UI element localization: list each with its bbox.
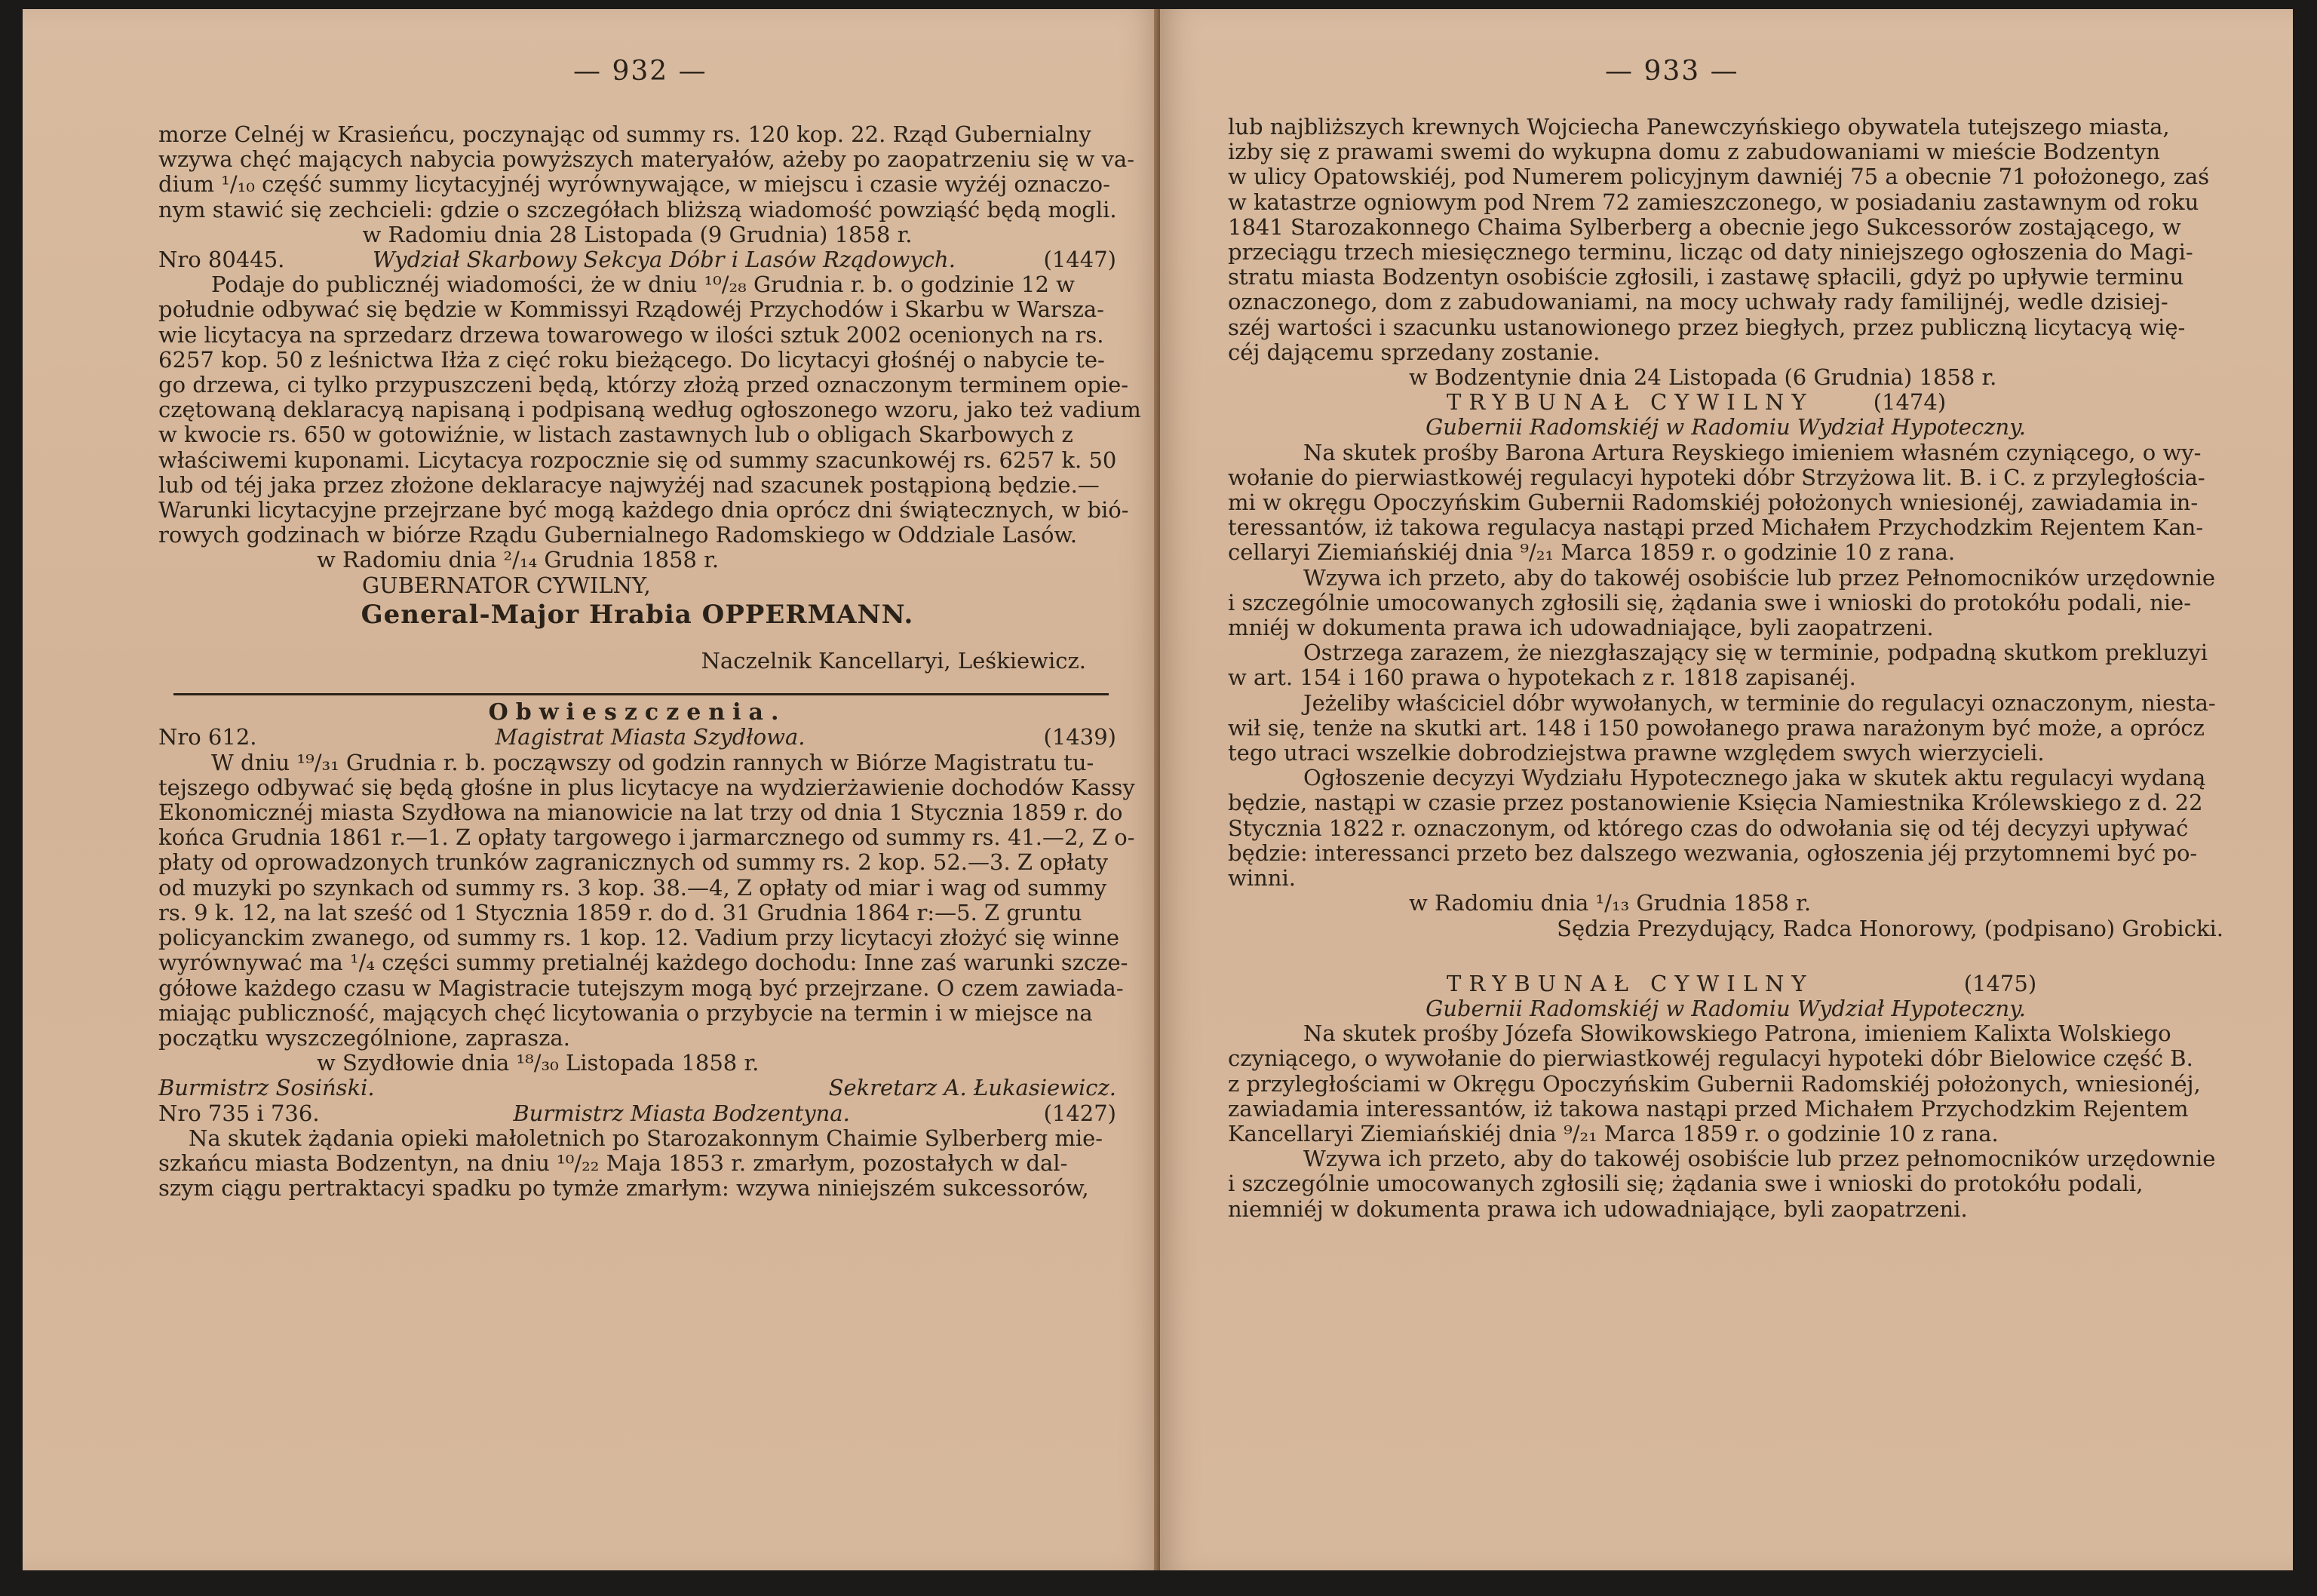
text-line: policyanckim zwanego, od summy rs. 1 kop. 12. Vadium przy licytacyi złożyć się winne	[158, 925, 1120, 951]
text-line: zawiadamia interessantów, iż takowa nastąpi przed Michałem Przychodzkim Rejentem	[1228, 1095, 2189, 1122]
text-line: płaty od oprowadzonych trunków zagranicznych od summy rs. 2 kop. 52.—3. Z opłaty	[158, 849, 1109, 876]
text-line: tejszego odbywać się będą głośne in plus licytacye na wydzierżawienie dochodów Kassy	[158, 774, 1135, 800]
text-line: i szczególnie umocowanych zgłosili się, żądania swe i wnioski do protokółu podali, nie-	[1228, 589, 2191, 615]
book-spread	[23, 9, 2293, 1570]
text-line: oznaczonego, dom z zabudowaniami, na mocy uchwały rady familijnéj, wedle dzisiej-	[1228, 289, 2168, 315]
text-line: morze Celnéj w Krasieńcu, poczynając od summy rs. 120 kop. 22. Rząd Gubernialny	[158, 121, 1091, 147]
notice-1474	[1228, 390, 2223, 941]
notice-code: (1447)	[1043, 247, 1116, 273]
text-line: Kancellaryi Ziemiańskiéj dnia ⁹/₂₁ Marca 1859 r. o godzinie 10 z rana.	[1228, 1120, 1999, 1146]
page-number: — 933 —	[1605, 56, 1739, 87]
text-line: miając publiczność, mających chęć licytowania o przybycie na termin i w miejsce na	[158, 999, 1093, 1026]
text-line: Ogłoszenie decyzyi Wydziału Hypotecznego jaka w skutek aktu regulacyi wydaną	[1303, 765, 2206, 791]
notice-number: Nro 735 i 736.	[158, 1100, 320, 1126]
notice-issuer: Burmistrz Miasta Bodzentyna.	[513, 1100, 850, 1126]
text-line: w kwocie rs. 650 w gotowiźnie, w listach zastawnych lub o obligach Skarbowych z	[158, 422, 1073, 448]
mayor-signature: Burmistrz Sosiński.	[158, 1075, 375, 1101]
notice-1447	[158, 247, 1141, 674]
section-banner: Obwieszczenia.	[488, 699, 787, 726]
text-line: przeciągu trzech miesięcznego terminu, licząc od daty niniejszego ogłoszenia do Magi-	[1228, 239, 2193, 265]
text-line: teressantów, iż takowa regulacya nastąpi przed Michałem Przychodzkim Rejentem Kan-	[1228, 514, 2204, 541]
text-line: rowych godzinach w biórze Rządu Gubernialnego Radomskiego w Oddziale Lasów.	[158, 522, 1078, 548]
dateline: w Radomiu dnia 28 Listopada (9 Grudnia) 1858 r.	[362, 221, 913, 247]
text-line: Wzywa ich przeto, aby do takowéj osobiście lub przez Pełnomocników urzędownie	[1303, 564, 2216, 591]
text-line: széj wartości i szacunku ustanowionego przez biegłych, przez publiczną licytacyą wię-	[1228, 314, 2186, 340]
notice-header	[1228, 390, 2223, 415]
dateline: w Szydłowie dnia ¹⁸/₃₀ Listopada 1858 r.	[317, 1050, 760, 1076]
text-line: i szczególnie umocowanych zgłosili się; żądania swe i wnioski do protokółu podali,	[1228, 1171, 2144, 1197]
notice-code: (1427)	[1043, 1100, 1116, 1126]
secretary-signature: Sekretarz A. Łukasiewicz.	[828, 1075, 1116, 1101]
text-line: czyniącego, o wywołanie do pierwiastkowéj regulacyi hypoteki dóbr Bielowice część B.	[1228, 1045, 2193, 1072]
text-line: go drzewa, ci tylko przypuszczeni będą, którzy złożą przed oznaczonym terminem opie-	[158, 372, 1129, 398]
text-line: końca Grudnia 1861 r.—1. Z opłaty targowego i jarmarcznego od summy rs. 41.—2, Z o-	[158, 824, 1135, 851]
text-line: z przyległościami w Okręgu Opoczyńskim Gubernii Radomskiéj położonych, wniesionéj,	[1228, 1070, 2201, 1097]
notice-header	[158, 1101, 1116, 1126]
notice-1439	[158, 724, 1135, 1101]
notice-1427	[158, 1101, 1116, 1202]
page-number: — 932 —	[573, 56, 707, 87]
text-line: Na skutek prośby Barona Artura Reyskiego imieniem własném czyniącego, o wy-	[1303, 439, 2202, 465]
text-line: cellaryi Ziemiańskiéj dnia ⁹/₂₁ Marca 1859 r. o godzinie 10 z rana.	[1228, 539, 1956, 566]
right-page	[1160, 9, 2293, 1570]
text-line: W dniu ¹⁹/₃₁ Grudnia r. b. począwszy od godzin rannych w Biórze Magistratu tu-	[211, 749, 1094, 775]
text-line: czętowaną deklaracyą napisaną i podpisaną według ogłoszonego wzoru, jako też vadium	[158, 397, 1141, 423]
text-line: w ulicy Opatowskiéj, pod Numerem policyjnym dawniéj 75 a obecnie 71 położonego, zaś	[1228, 164, 2210, 190]
right-column	[1228, 115, 2223, 1222]
official-title: GUBERNATOR CYWILNY,	[362, 572, 651, 598]
notice-header	[1228, 971, 2223, 996]
text-line: wyrównywać ma ¹/₄ części summy pretialnéj każdego dochodu: Inne zaś warunki szcze-	[158, 950, 1128, 976]
text-line: południe odbywać się będzie w Kommissyi Rządowéj Przychodów i Skarbu w Warsza-	[158, 296, 1104, 323]
signature: General-Major Hrabia OPPERMANN.	[361, 599, 914, 630]
signatures-row	[158, 1076, 1116, 1100]
text-line: niemniéj w dokumenta prawa ich udowadniające, byli zaopatrzeni.	[1228, 1195, 1968, 1222]
text-line: Warunki licytacyjne przejrzane być mogą każdego dnia oprócz dni świątecznych, w bió-	[158, 497, 1129, 523]
court-name: TRYBUNAŁ CYWILNY	[1447, 389, 1814, 416]
text-line: Wzywa ich przeto, aby do takowéj osobiście lub przez pełnomocników urzędownie	[1303, 1146, 2216, 1172]
text-line: rs. 9 k. 12, na lat sześć od 1 Stycznia 1859 r. do d. 31 Grudnia 1864 r:—5. Z gruntu	[158, 899, 1082, 925]
notice-number: Nro 612.	[158, 724, 257, 750]
left-column	[158, 121, 1141, 1202]
notice-issuer: Magistrat Miasta Szydłowa.	[495, 724, 806, 750]
text-line: lub od téj jaka przez złożone deklaracye najwyżéj nad szacunek postąpioną będzie.—	[158, 471, 1100, 498]
text-line: początku wyszczególnione, zaprasza.	[158, 1024, 570, 1051]
text-line: szkańcu miasta Bodzentyn, na dniu ¹⁰/₂₂ Maja 1853 r. zmarłym, pozostałych w dal-	[158, 1149, 1068, 1176]
text-line: dium ¹/₁₀ część summy licytacyjnéj wyrównywające, w miejscu i czasie wyżéj oznaczo-	[158, 171, 1110, 198]
text-line: będzie, nastąpi w czasie przez postanowienie Księcia Namiestnika Królewskiego z d. 22	[1228, 790, 2203, 816]
text-line: wzywa chęć mających nabycia powyższych materyałów, ażeby po zaopatrzeniu się w va-	[158, 146, 1135, 173]
court-name: TRYBUNAŁ CYWILNY	[1447, 970, 1814, 996]
text-line: mniéj w dokumenta prawa ich udowadniające, byli zaopatrzeni.	[1228, 615, 1934, 641]
text-line: stratu miasta Bodzentyn osobiście zgłosili, i zastawę spłacili, gdyż po upływie terminu	[1228, 264, 2184, 290]
text-line: gółowe każdego czasu w Magistracie tutejszym mogą być przejrzane. O czem zawiada-	[158, 974, 1124, 1001]
text-line: lub najbliższych krewnych Wojciecha Panewczyńskiego obywatela tutejszego miasta,	[1228, 114, 2170, 140]
text-line: w art. 154 i 160 prawa o hypotekach z r. 1818 zapisanéj.	[1228, 664, 1856, 691]
text-line: Ostrzega zarazem, że niezgłaszający się w terminie, podpadną skutkom prekluzyi	[1303, 640, 2208, 666]
notice-code: (1475)	[1963, 970, 2037, 996]
text-line: Podaje do publicznéj wiadomości, że w dniu ¹⁰/₂₈ Grudnia r. b. o godzinie 12 w	[211, 272, 1075, 298]
text-line: céj dającemu sprzedany zostanie.	[1228, 339, 1600, 365]
notice-header	[158, 247, 1116, 272]
text-line: tego utraci wszelkie dobrodziejstwa prawne względem swych wierzycieli.	[1228, 740, 2045, 766]
chancellery-signature: Naczelnik Kancellaryi, Leśkiewicz.	[701, 648, 1086, 674]
text-line: Jeżeliby właściciel dóbr wywołanych, w terminie do regulacyi oznaczonym, niesta-	[1303, 689, 2216, 716]
text-line: Stycznia 1822 r. oznaczonym, od którego czas do odwołania się od téj decyzyi upływać	[1228, 815, 2189, 841]
dateline: w Bodzentynie dnia 24 Listopada (6 Grudnia) 1858 r.	[1409, 364, 1997, 391]
court-department: Gubernii Radomskiéj w Radomiu Wydział Hypoteczny.	[1425, 995, 2026, 1021]
text-line: Ekonomicznéj miasta Szydłowa na mianowicie na lat trzy od dnia 1 Stycznia 1859 r. do	[158, 800, 1123, 826]
text-line: wołanie do pierwiastkowéj regulacyi hypoteki dóbr Strzyżowa lit. B. i C. z przyległościa-	[1228, 464, 2205, 490]
notice-code: (1439)	[1043, 724, 1116, 750]
text-line: będzie: interessanci przeto bez dalszego wezwania, ogłoszenia jéj przytomnemi być po-	[1228, 839, 2198, 866]
dateline: w Radomiu dnia ²/₁₄ Grudnia 1858 r.	[317, 547, 720, 573]
text-line: izby się z prawami swemi do wykupna domu z zabudowaniami w mieście Bodzentyn	[1228, 139, 2160, 165]
text-line: 6257 kop. 50 z leśnictwa Iłża z cięć roku bieżącego. Do licytacyi głośnéj o nabycie te-	[158, 346, 1105, 373]
notice-header	[158, 725, 1116, 750]
text-line: właściwemi kuponami. Licytacya rozpocznie się od summy szacunkowéj rs. 6257 k. 50	[158, 447, 1117, 473]
text-line: nym stawić się zechcieli: gdzie o szczegółach bliższą wiadomość powziąść będą mogli.	[158, 196, 1117, 223]
text-line: od muzyki po szynkach od summy rs. 3 kop. 38.—4, Z opłaty od miar i wag od summy	[158, 874, 1107, 901]
left-page	[23, 9, 1160, 1570]
notice-code: (1474)	[1873, 389, 1947, 416]
court-department: Gubernii Radomskiéj w Radomiu Wydział Hypoteczny.	[1425, 414, 2026, 440]
intro-paragraph	[158, 121, 1135, 247]
notice-1475	[1228, 971, 2223, 1222]
text-line: wie licytacya na sprzedarz drzewa towarowego w ilości sztuk 2002 ocenionych na rs.	[158, 321, 1104, 348]
notice-1427-continued	[1228, 115, 2223, 390]
text-line: wił się, tenże na skutki art. 148 i 150 powołanego prawa narażonym być może, a oprócz	[1228, 714, 2205, 741]
text-line: szym ciągu pertraktacyi spadku po tymże zmarłym: wzywa niniejszém sukcessorów,	[158, 1175, 1089, 1202]
text-line: mi w okręgu Opoczyńskim Gubernii Radomskiéj położonych wniesionéj, zawiadamia in-	[1228, 490, 2199, 516]
text-line: Na skutek żądania opieki małoletnich po Starozakonnym Chaimie Sylberberg mie-	[189, 1125, 1103, 1151]
notice-issuer: Wydział Skarbowy Sekcya Dóbr i Lasów Rządowych.	[373, 247, 956, 273]
notice-number: Nro 80445.	[158, 247, 285, 273]
dateline: w Radomiu dnia ¹/₁₃ Grudnia 1858 r.	[1409, 890, 1812, 916]
judge-signature: Sędzia Prezydujący, Radca Honorowy, (podpisano) Grobicki.	[1557, 915, 2223, 941]
text-line: 1841 Starozakonnego Chaima Sylberberg a obecnie jego Sukcessorów zostającego, w	[1228, 213, 2181, 240]
text-line: winni.	[1228, 865, 1296, 892]
text-line: w katastrze ogniowym pod Nrem 72 zamieszczonego, w posiadaniu zastawnym od roku	[1228, 189, 2199, 215]
text-line: Na skutek prośby Józefa Słowikowskiego Patrona, imieniem Kalixta Wolskiego	[1303, 1021, 2171, 1047]
section-divider	[173, 693, 1109, 695]
